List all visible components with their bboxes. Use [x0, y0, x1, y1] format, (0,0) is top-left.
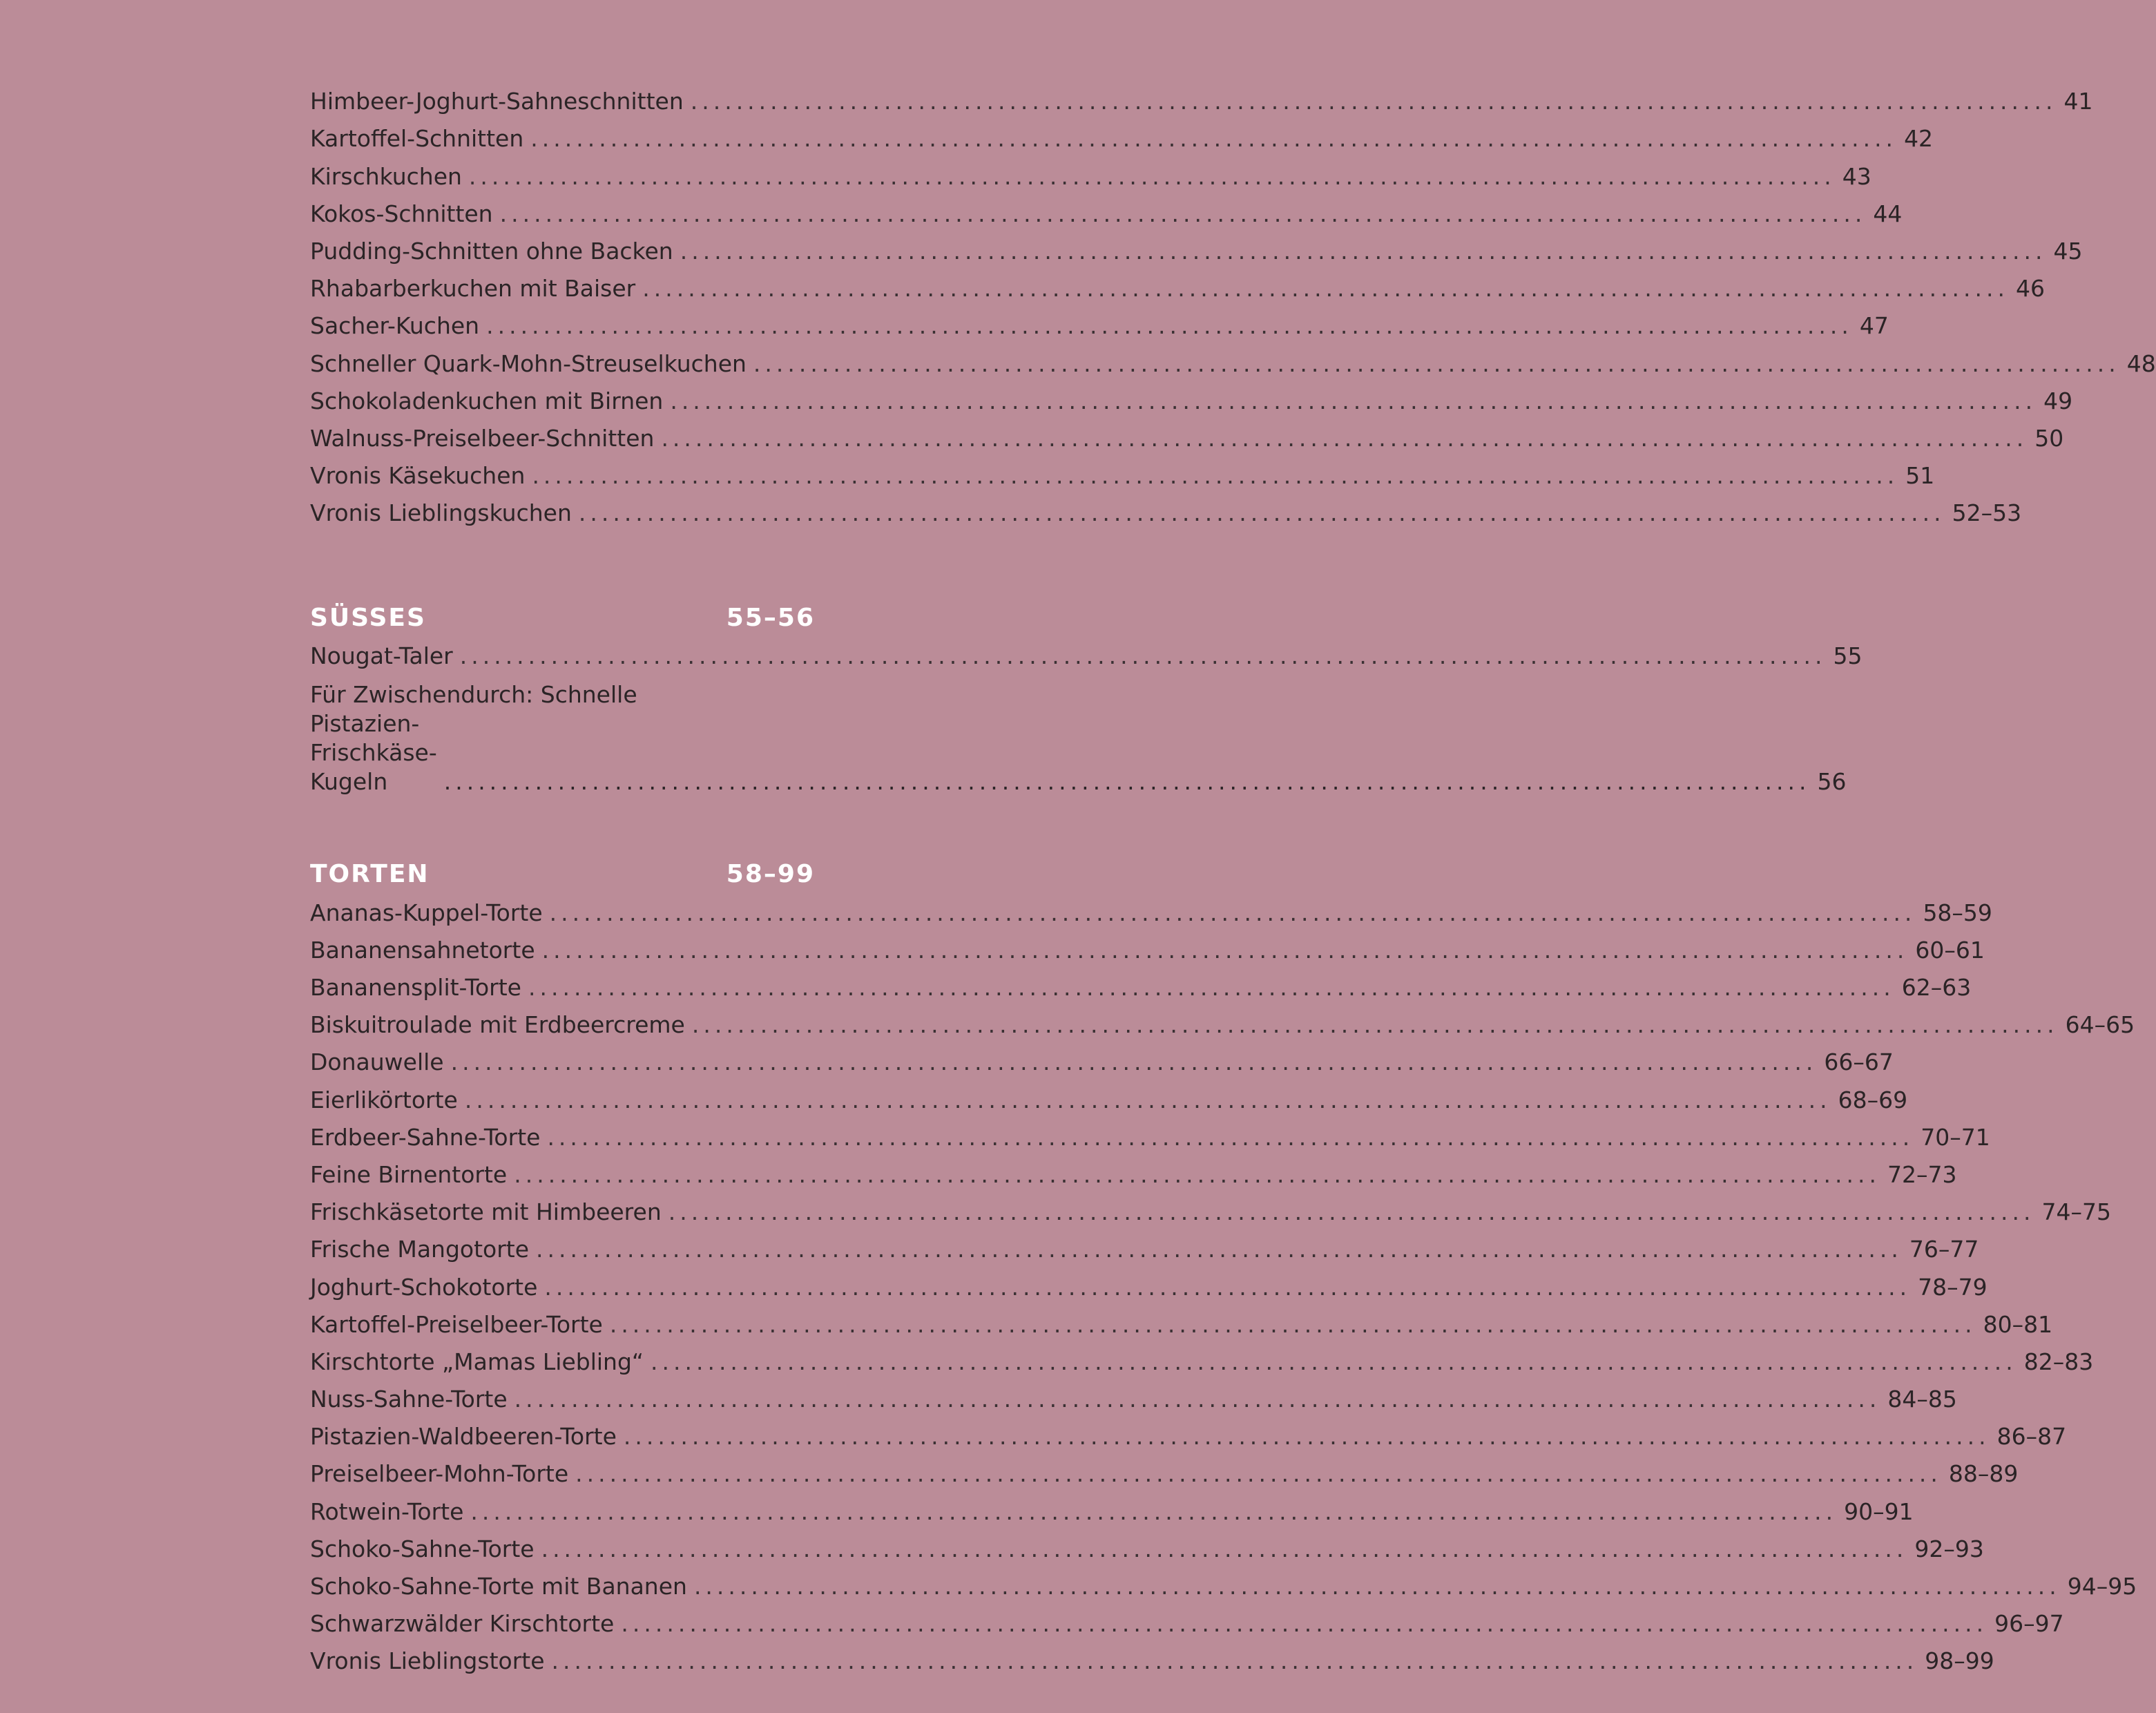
entry-label: Frischkäsetorte mit Himbeeren — [310, 1198, 662, 1226]
leader-dots: ........................................................................................................................ — [693, 1573, 2061, 1600]
entry-label: Nuss-Sahne-Torte — [310, 1386, 508, 1413]
toc-entry — [310, 1568, 2137, 1605]
toc-entry — [310, 638, 1863, 675]
entry-page: 98–99 — [1925, 1647, 1994, 1675]
leader-dots: ........................................................................................................................ — [450, 1049, 1818, 1076]
entry-label: Donauwelle — [310, 1049, 444, 1076]
toc-entry — [310, 195, 1903, 233]
entry-label: Schneller Quark-Mohn-Streuselkuchen — [310, 350, 747, 377]
entry-label: Preiselbeer-Mohn-Torte — [310, 1460, 569, 1488]
entry-page: 74–75 — [2041, 1198, 2111, 1226]
toc-entry — [310, 1006, 2135, 1044]
toc-entry — [310, 1643, 1994, 1680]
entry-page: 72–73 — [1887, 1160, 1957, 1188]
leader-dots: ........................................................................................................................ — [470, 1497, 1838, 1525]
entry-page: 51 — [1905, 462, 1935, 490]
toc-entry — [310, 345, 2156, 382]
toc-entry — [310, 1531, 1984, 1568]
leader-dots: ........................................................................................................................ — [670, 387, 2037, 414]
entry-label-line2: Pistazien-Frischkäse-Kugeln — [310, 710, 437, 796]
entry-page: 58–59 — [1923, 899, 1992, 926]
entry-label: Bananensahnetorte — [310, 936, 535, 964]
toc-entry — [310, 457, 1935, 495]
entry-label: Feine Birnentorte — [310, 1160, 508, 1188]
toc-entry — [310, 894, 1992, 931]
leader-dots: ........................................................................................................................ — [642, 275, 2010, 303]
entry-page: 88–89 — [1948, 1460, 2019, 1488]
toc-entry — [310, 157, 1871, 195]
entry-label: Kirschtorte „Mamas Liebling“ — [310, 1348, 644, 1375]
entry-page: 76–77 — [1909, 1236, 1979, 1263]
leader-dots: ........................................................................................................................ — [530, 125, 1898, 153]
entry-label: Kartoffel-Schnitten — [310, 125, 524, 153]
toc-entry — [310, 420, 2064, 457]
entry-label: Nougat-Taler — [310, 642, 453, 670]
leader-dots: ........................................................................................................................ — [464, 1086, 1831, 1113]
leader-dots: ........................................................................................................................ — [691, 1011, 2059, 1039]
leader-dots: ........................................................................................................................ — [536, 1236, 1903, 1263]
entry-page: 60–61 — [1915, 936, 1985, 964]
top-entry-list — [310, 83, 2156, 532]
toc-entry — [310, 1044, 1894, 1081]
entry-label: Erdbeer-Sahne-Torte — [310, 1123, 541, 1151]
table-of-contents — [310, 83, 2156, 1680]
entry-label: Frische Mangotorte — [310, 1236, 530, 1263]
toc-entry — [310, 1381, 1957, 1418]
toc-entry — [310, 1231, 1979, 1268]
leader-dots: ........................................................................................................................ — [541, 1535, 1908, 1562]
section-heading-torten — [310, 855, 815, 894]
entry-label: Pudding-Schnitten ohne Backen — [310, 237, 673, 265]
section-title: TORTEN — [310, 860, 430, 889]
entry-page: 41 — [2063, 88, 2093, 115]
entry-page: 90–91 — [1844, 1497, 1914, 1525]
entry-page: 68–69 — [1838, 1086, 1908, 1113]
leader-dots: ........................................................................................................................ — [486, 312, 1853, 340]
entry-page: 82–83 — [2023, 1348, 2094, 1375]
toc-entry — [310, 1306, 2053, 1343]
toc-entry — [310, 1343, 2094, 1381]
toc-entry — [310, 83, 2093, 120]
entry-page: 55 — [1833, 642, 1863, 670]
entry-label: Vronis Lieblingskuchen — [310, 499, 572, 527]
entry-label: Joghurt-Schokotorte — [310, 1273, 538, 1301]
entry-line2 — [310, 709, 1847, 796]
leader-dots: ........................................................................................................................ — [578, 499, 1945, 527]
entry-label: Kokos-Schnitten — [310, 200, 493, 227]
entry-page: 84–85 — [1887, 1386, 1957, 1413]
toc-entry — [310, 1268, 1987, 1305]
leader-dots: ........................................................................................................................ — [547, 1123, 1914, 1151]
entry-label: Rotwein-Torte — [310, 1497, 464, 1525]
entry-label: Schokoladenkuchen mit Birnen — [310, 387, 664, 414]
toc-entry — [310, 307, 1889, 345]
entry-page: 43 — [1842, 162, 1871, 190]
entry-page: 45 — [2053, 237, 2083, 265]
torten-entry-list — [310, 894, 2137, 1680]
toc-entry — [310, 969, 1972, 1006]
entry-label: Rhabarberkuchen mit Baiser — [310, 275, 636, 303]
leader-dots: ........................................................................................................................ — [575, 1460, 1942, 1488]
entry-page: 44 — [1873, 200, 1903, 227]
toc-entry-two-line — [310, 675, 1847, 796]
entry-page: 56 — [1817, 768, 1847, 796]
entry-label: Himbeer-Joghurt-Sahneschnitten — [310, 88, 684, 115]
leader-dots: ........................................................................................................................ — [514, 1160, 1881, 1188]
entry-page: 50 — [2034, 424, 2064, 452]
leader-dots: ........................................................................................................................ — [680, 237, 2047, 265]
entry-label-line1: Für Zwischendurch: Schnelle — [310, 681, 637, 709]
entry-page: 48 — [2126, 350, 2156, 377]
toc-entry — [310, 383, 2073, 420]
toc-entry — [310, 270, 2046, 307]
entry-page: 42 — [1904, 125, 1934, 153]
entry-label: Kartoffel-Preiselbeer-Torte — [310, 1310, 603, 1338]
entry-label: Pistazien-Waldbeeren-Torte — [310, 1423, 617, 1451]
entry-page: 49 — [2043, 387, 2073, 414]
entry-page: 78–79 — [1918, 1273, 1987, 1301]
leader-dots: ........................................................................................................................ — [623, 1423, 1990, 1451]
leader-dots: ........................................................................................................................ — [690, 88, 2057, 115]
toc-entry — [310, 1081, 1908, 1118]
leader-dots: ........................................................................................................................ — [651, 1348, 2017, 1375]
entry-label: Bananensplit-Torte — [310, 974, 521, 1001]
entry-page: 70–71 — [1921, 1123, 1990, 1151]
leader-dots: ........................................................................................................................ — [661, 424, 2028, 452]
leader-dots: ........................................................................................................................ — [668, 1198, 2035, 1226]
entry-label: Schwarzwälder Kirschtorte — [310, 1610, 615, 1638]
leader-dots: ........................................................................................................................ — [551, 1647, 1918, 1675]
toc-entry — [310, 120, 1934, 157]
entry-label: Eierlikörtorte — [310, 1086, 458, 1113]
entry-label: Schoko-Sahne-Torte — [310, 1535, 535, 1562]
section-spacer — [310, 796, 815, 855]
leader-dots: ........................................................................................................................ — [514, 1386, 1881, 1413]
leader-dots: ........................................................................................................................ — [499, 200, 1867, 227]
section-pages: 55–56 — [726, 604, 815, 633]
entry-page: 94–95 — [2067, 1573, 2137, 1600]
entry-page: 96–97 — [1994, 1610, 2064, 1638]
leader-dots: ........................................................................................................................ — [609, 1310, 1976, 1338]
entry-label: Vronis Lieblingstorte — [310, 1647, 545, 1675]
leader-dots: ........................................................................................................................ — [459, 642, 1827, 670]
toc-entry — [310, 1418, 2067, 1455]
entry-label: Vronis Käsekuchen — [310, 462, 526, 490]
toc-entry — [310, 1493, 1914, 1530]
entry-label: Walnuss-Preiselbeer-Schnitten — [310, 424, 655, 452]
leader-dots: ........................................................................................................................ — [443, 768, 1811, 796]
entry-page: 46 — [2016, 275, 2046, 303]
entry-label: Ananas-Kuppel-Torte — [310, 899, 543, 926]
entry-page: 47 — [1859, 312, 1889, 340]
section-title: SÜSSES — [310, 604, 426, 633]
entry-page: 66–67 — [1824, 1049, 1894, 1076]
toc-entry — [310, 1119, 1990, 1156]
toc-entry — [310, 932, 1985, 969]
entry-page: 62–63 — [1901, 974, 1972, 1001]
entry-label: Kirschkuchen — [310, 162, 462, 190]
toc-entry — [310, 1605, 2064, 1643]
entry-page: 64–65 — [2065, 1011, 2135, 1039]
entry-page: 86–87 — [1996, 1423, 2067, 1451]
leader-dots: ........................................................................................................................ — [753, 350, 2120, 377]
leader-dots: ........................................................................................................................ — [468, 162, 1836, 190]
entry-label: Biskuitroulade mit Erdbeercreme — [310, 1011, 685, 1039]
toc-entry — [310, 233, 2083, 270]
section-heading-suesses — [310, 599, 815, 638]
entry-page: 80–81 — [1983, 1310, 2053, 1338]
entry-label: Schoko-Sahne-Torte mit Bananen — [310, 1573, 687, 1600]
section-spacer — [310, 532, 815, 599]
leader-dots: ........................................................................................................................ — [621, 1610, 1988, 1638]
leader-dots: ........................................................................................................................ — [544, 1273, 1912, 1301]
leader-dots: ........................................................................................................................ — [528, 974, 1895, 1001]
entry-page: 92–93 — [1914, 1535, 1984, 1562]
leader-dots: ........................................................................................................................ — [549, 899, 1916, 926]
leader-dots: ........................................................................................................................ — [532, 462, 1899, 490]
toc-entry — [310, 1194, 2111, 1231]
entry-page: 52–53 — [1952, 499, 2022, 527]
section-pages: 58–99 — [726, 860, 815, 889]
leader-dots: ........................................................................................................................ — [541, 936, 1909, 964]
entry-label: Sacher-Kuchen — [310, 312, 480, 340]
suesses-entry-list — [310, 638, 1863, 675]
toc-entry — [310, 1156, 1957, 1194]
toc-entry — [310, 495, 2022, 532]
toc-entry — [310, 1455, 2019, 1493]
